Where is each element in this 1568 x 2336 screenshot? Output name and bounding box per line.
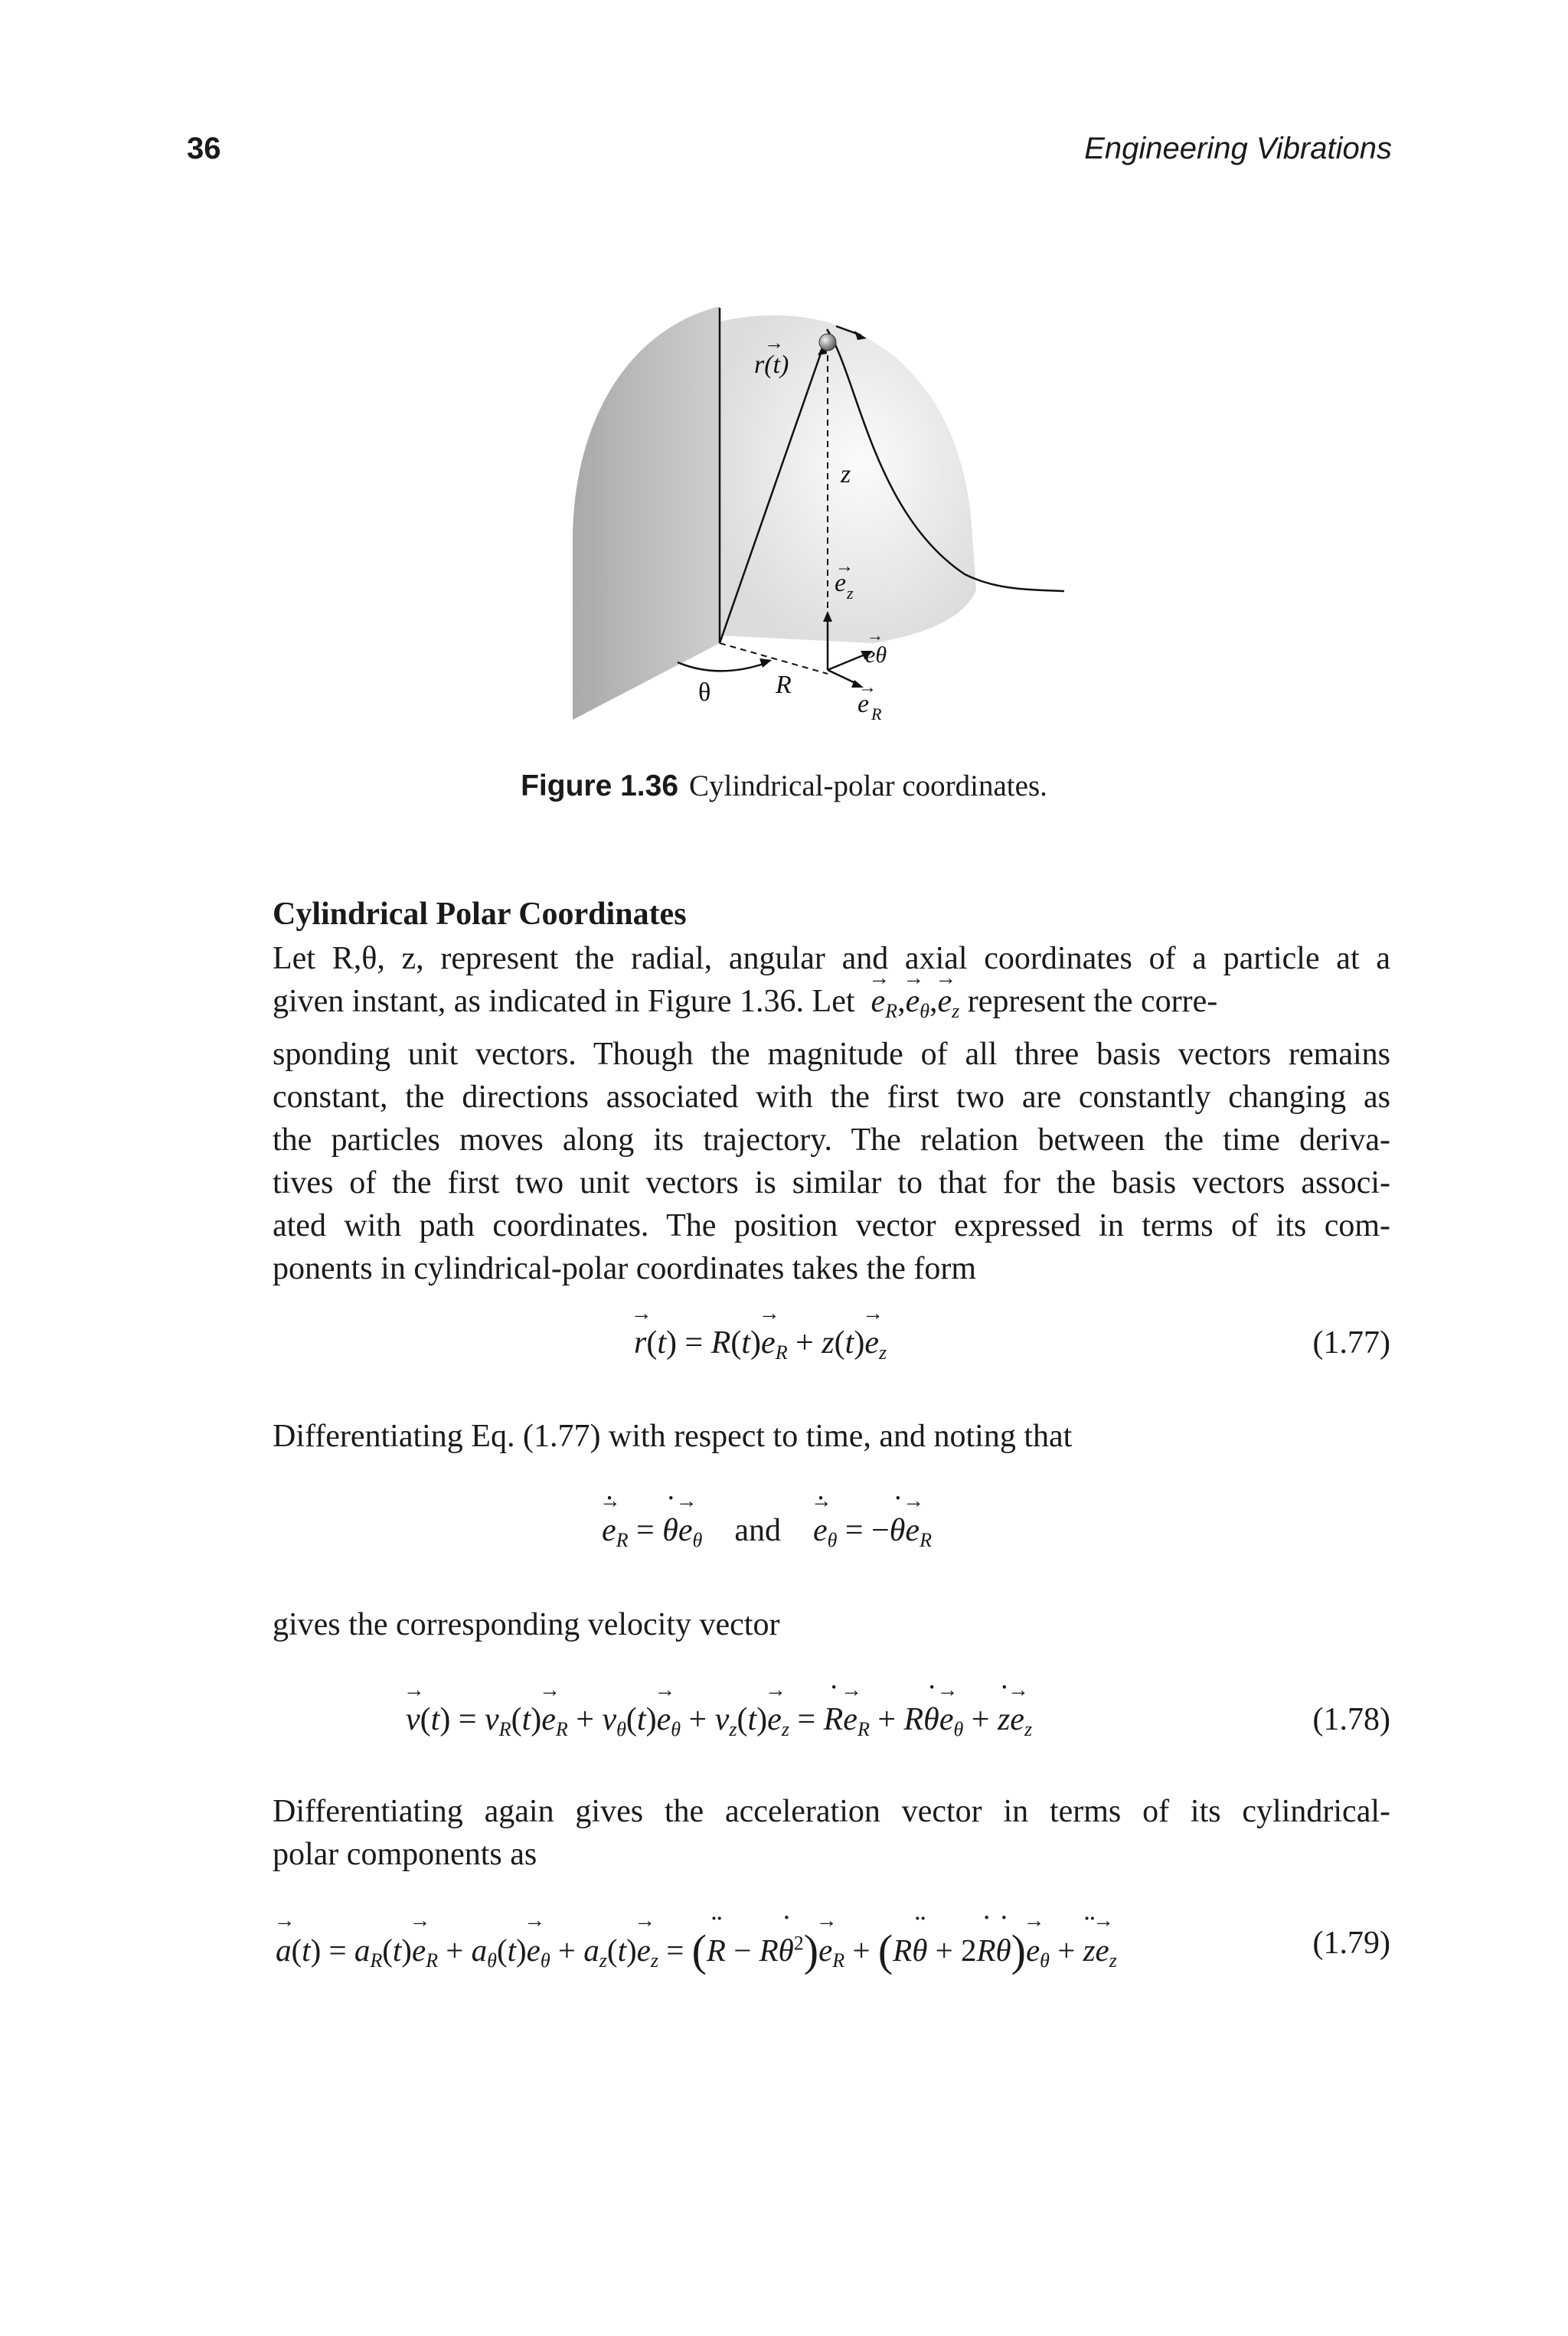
paragraph-line: constant, the directions associated with the first two are constantly changing as <box>273 1080 1390 1115</box>
svg-text:→: → <box>858 678 877 698</box>
paragraph-line: Let R,θ, z, represent the radial, angular and axial coordinates of a particle at a <box>273 941 1390 976</box>
theta-arc <box>678 662 766 671</box>
vertical-wall <box>573 306 720 720</box>
figure-caption <box>0 769 1568 803</box>
svg-text:R: R <box>871 704 882 724</box>
label-e-z: e <box>835 569 847 597</box>
equation-1-78: → $v(t) = v_R(t)\to e_R + v_\theta(t)\to e_\theta + v_z(t)\to e_z$ = ˙ $R\to e_R$ + R˙ $\theta\to e_\theta$ + ˙ $z\to e_z$ <box>406 1701 1032 1741</box>
caption-text: Cylindrical-polar coordinates. <box>689 769 1047 802</box>
equation-1-79: → $a(t) = a_R(t)\to e_R + a_\theta(t)\to e_\theta + a_z(t)\to e_z$ = (¨ R − R˙ $\theta^2)\to e_R$ + (R¨ θ + 2˙ R˙ $\theta)\to e_\theta$ + ¨ $z\to e_z$ <box>276 1925 1117 1976</box>
page-number: 36 <box>187 132 221 165</box>
paragraph-line: the particles moves along its trajectory. The relation between the time deriva- <box>273 1122 1390 1158</box>
particle-ball <box>819 334 836 351</box>
svg-text:→: → <box>835 557 854 577</box>
label-r-of-t: r(t) <box>754 351 789 379</box>
label-e-theta: eθ <box>865 642 887 668</box>
text-differentiating: Differentiating Eq. (1.77) with respect to time, and noting that <box>273 1419 1073 1454</box>
label-theta: θ <box>698 678 711 707</box>
equation-1-77: → $r(t) = R(t)\to e_R + z(t)\to e_z$ <box>634 1325 887 1364</box>
svg-text:→: → <box>764 332 784 354</box>
equation-number-1-79: (1.79) <box>1312 1926 1390 1961</box>
svg-text:→: → <box>867 626 884 645</box>
text-velocity-intro: gives the corresponding velocity vector <box>273 1607 780 1642</box>
caption-label: Figure 1.36 <box>521 769 679 802</box>
R-dashed-line <box>720 643 828 674</box>
paragraph-intro <box>273 937 1390 1290</box>
running-header-title: Engineering Vibrations <box>1084 132 1392 165</box>
label-e-R: e <box>858 690 870 718</box>
svg-text:z: z <box>847 583 854 603</box>
paragraph-line: ponents in cylindrical-polar coordinates takes the form <box>273 1251 977 1286</box>
equation-number-1-78: (1.78) <box>1312 1702 1390 1737</box>
paragraph-acceleration-intro: Differentiating again gives the acceleration vector in terms of its cylindrical- polar components as <box>273 1794 1390 1872</box>
paragraph-line: sponding unit vectors. Though the magnitude of all three basis vectors remains <box>273 1037 1390 1072</box>
label-R: R <box>776 671 792 699</box>
paragraph-line-with-vectors: given instant, as indicated in Figure 1.36. Let → $e_R,\to e_\theta,\to e_z$ represent the corre- <box>273 980 1390 1033</box>
label-z: z <box>841 460 851 488</box>
paragraph-line: tives of the first two unit vectors is similar to that for the basis vectors associ- <box>273 1165 1390 1201</box>
figure-cylindrical-coordinates <box>536 283 1072 743</box>
equation-number-1-77: (1.77) <box>1312 1325 1390 1361</box>
equation-unit-vector-derivatives: ˙ → $e_R$ = ˙ $\theta\to e_\theta$ and ˙ → $e_\theta$ = −˙ $\theta\to e_R$ <box>602 1512 932 1552</box>
section-title: Cylindrical Polar Coordinates <box>273 897 687 932</box>
paragraph-line: ated with path coordinates. The position vector expressed in terms of its com- <box>273 1208 1390 1243</box>
